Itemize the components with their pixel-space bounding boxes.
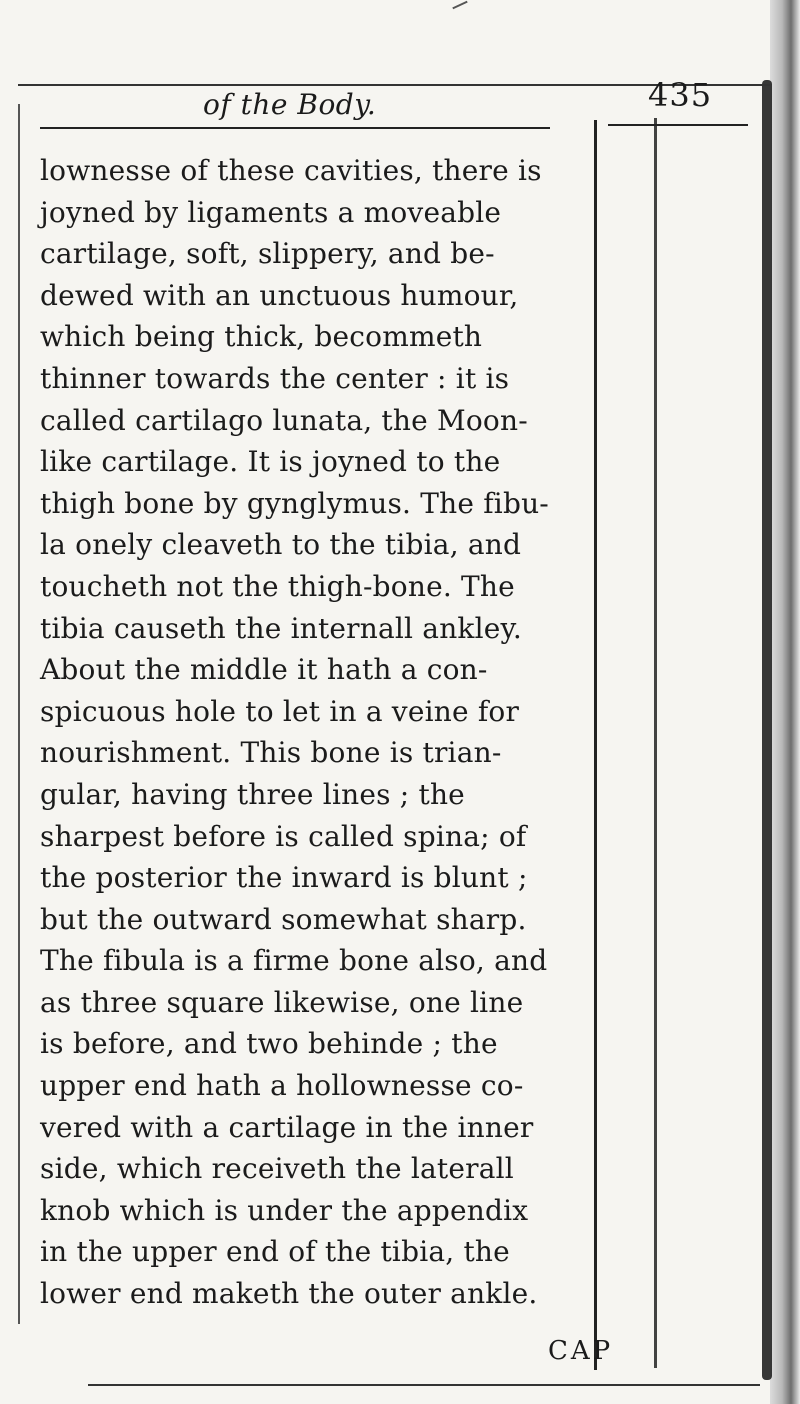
text-line: vered with a cartilage in the inner [40,1110,534,1144]
text-line: thinner towards the center : it is [40,361,510,395]
text-line: the posterior the inward is blunt ; [40,861,528,895]
text-line: lower end maketh the outer ankle. [40,1277,538,1311]
text-line: is before, and two behinde ; the [40,1027,498,1061]
text-line: The fibula is a firme bone also, and [40,944,548,978]
left-frame-rule [18,104,20,1324]
text-line: called cartilago lunata, the Moon- [40,403,528,437]
text-line: gular, having three lines ; the [40,777,465,811]
text-line: nourishment. This bone is trian- [40,736,502,770]
text-line: toucheth not the thigh-bone. The [40,569,515,603]
text-line: la onely cleaveth to the tibia, and [40,528,522,562]
ink-mark [452,1,467,10]
body-text [40,150,600,1315]
text-line: like cartilage. It is joyned to the [40,445,501,479]
text-line: thigh bone by gynglymus. The fibu- [40,486,549,520]
catchword: CAP [548,1336,614,1366]
running-head: of the Body. [203,88,377,121]
text-line: as three square likewise, one line [40,985,524,1019]
text-line: joyned by ligaments a moveable [40,195,502,229]
bottom-frame-rule [88,1384,760,1386]
scan-edge-shadow [770,0,800,1404]
page-number: 435 [648,76,713,114]
right-border-rule [762,80,772,1380]
text-line: dewed with an unctuous humour, [40,278,519,312]
text-line: sharpest before is called spina; of [40,819,527,853]
header-rule [40,127,550,129]
text-line: About the middle it hath a con- [40,653,488,687]
text-line: but the outward somewhat sharp. [40,902,527,936]
header-rule-right [608,124,748,126]
text-line: in the upper end of the tibia, the [40,1235,510,1269]
text-line: upper end hath a hollownesse co- [40,1069,524,1103]
text-line: spicuous hole to let in a veine for [40,694,520,728]
text-line: which being thick, becommeth [40,320,483,354]
text-line: lownesse of these cavities, there is [40,154,542,187]
text-line: side, which receiveth the laterall [40,1152,514,1186]
text-line: cartilage, soft, slippery, and be- [40,237,495,271]
text-line: knob which is under the appendix [40,1193,529,1227]
outer-margin-rule [654,118,657,1368]
text-line: tibia causeth the internall ankley. [40,611,522,645]
